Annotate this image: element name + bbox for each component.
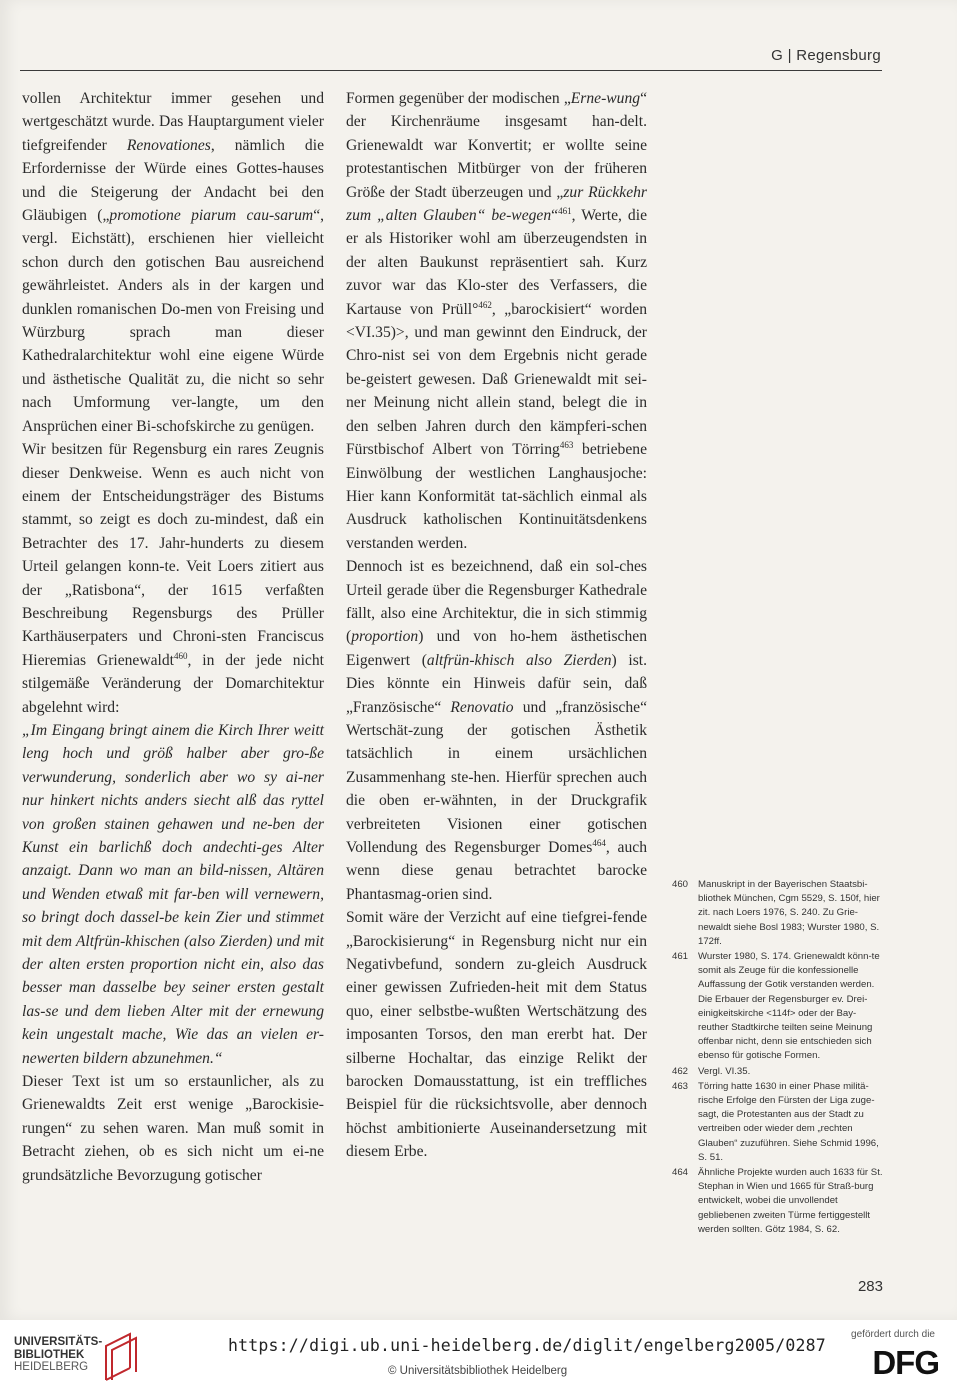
text-run: Dennoch ist es bezeichnend, daß ein sol-ches Urteil gerade über die Regensburger Kathedrale fällt, also eine Architektur, die in sich stimmig ( [346, 558, 647, 646]
text-run: , auch wenn diese genau betrachtet barocke Phantasmag-orien sind. [346, 839, 647, 903]
dfg-logo[interactable]: DFG [872, 1344, 939, 1381]
text-run: “ der Kirchenräume insgesamt han-delt. Grienewaldt war Konvertit; er wollte seine protestantischen Mitbürger von der früheren Größe der Stadt überzeugen und „ [346, 90, 647, 201]
viewer-footer [0, 1320, 957, 1390]
text-run: ) ist. Dies könnte ein Hinweis dafür sein, daß „Französische“ [346, 651, 647, 716]
italic-text: proportion [351, 628, 419, 646]
italic-text: Renovatio [450, 698, 514, 716]
header-rule [20, 70, 882, 71]
footnote-ref: 464 [592, 838, 606, 848]
italic-text: Erne-wung [570, 90, 641, 107]
footnote [672, 950, 884, 1064]
paragraph [22, 719, 324, 1070]
text-run: , „barockisiert“ worden <VI.35)>, und man gewinnt den Eindruck, der Chro-nist sei von dem Ergebnis nicht gerade be-geistert gewesen. Daß Grienewaldt mit sei-ner Meinung nicht allein stand, belegt die in den selben Jahren durch den kämpferi-schen Fürstbischof Albert von Törring [346, 300, 647, 459]
text-run: Somit wäre der Verzicht auf eine tiefgrei-fende „Barockisierung“ in Regensburg nicht nur ein Negativbefund, sondern zu-gleich Ausdruck einer gewissen Zufrieden-heit mit dem Status quo, einer selbstbe-wußten Wertschätzung des imposanten Torsos, den man ererbt hat. Der silberne Hochaltar, das einzige Relikt der barocken Domausstattung, ist ein treffliches Beispiel für die rücksichtsvolle, aber dennoch höchst ambitionierte Auseinandersetzung mit diesem Erbe. [346, 909, 647, 1161]
footnote [672, 1065, 884, 1079]
footnote-number: 461 [672, 951, 689, 963]
left-text-column [22, 87, 324, 1187]
paragraph [346, 906, 647, 1163]
footnote-text: Wurster 1980, S. 174. Grienewaldt könn-te somit als Zeuge für die konfessionelle Auffassung der Gotik verstanden werden. Die Erbauer der Regensburger ev. Drei-einigkeitskirche <114f> oder der Bay-reuther Stadtkirche teilten seine Meinung offenbar nicht, denn sie entschieden sich ebenso für gotische Formen. [698, 951, 880, 1062]
text-run: und „französische“ Wertschät-zung der gotischen Ästhetik tatsächlich in einem ursächlichen Zusammenhang ste-hen. Hierfür sprechen auch die oben er-wähnten, in der Druckgrafik verbreiteten Visionen einer gotischen Vollendung des Regensburger Domes [346, 698, 647, 856]
text-run: “, vergl. Eichstätt), erschienen hier vielleicht schon durch den gotischen Bau ausreichend gewährleistet. Anders als in der kargen und dunklen romanischen Do-men von Freising und Würzburg sprach man dieser Kathedralarchitektur wohl eine eigene Würde und ästhetische Qualität zu, die nicht so sehr nach Umformung ver-langte, um den Ansprüchen einer Bi-schofskirche zu genügen. [22, 207, 325, 435]
footnote-number: 464 [672, 1167, 689, 1179]
library-name-line3: HEIDELBERG [14, 1361, 89, 1373]
middle-text-column [346, 87, 647, 1164]
italic-text: Renovationes [126, 136, 211, 154]
text-run: , nämlich die Erfordernisse der Würde eines Gottes-hauses und die Steigerung der Andacht bei den Gläubigen („ [22, 136, 324, 225]
paragraph [346, 555, 647, 906]
footnote [672, 1080, 884, 1165]
footnote-ref: 463 [559, 440, 574, 451]
paragraph [346, 87, 647, 555]
text-run: betriebene Einwölbung der westlichen Langhausjoche: Hier kann Konformität tat-sächlich einmal als Ausdruck katholischen Kontinuitätsdenkens verstanden werden. [346, 441, 647, 552]
footnote-ref: 461 [558, 206, 572, 217]
footnote-number: 463 [672, 1080, 689, 1092]
text-run: “ [551, 207, 559, 225]
text-run: vollen Architektur immer gesehen und wertgeschätzt wurde. Das Hauptargument vieler tiefgreifender [22, 90, 324, 154]
library-mark-icon [100, 1332, 140, 1382]
footnote-text: Manuskript in der Bayerischen Staatsbi-bliothek München, Cgm 5529, S. 150f, hier zit. nach Loers 1976, S. 240. Zu Grie-newaldt siehe Bosl 1983; Wurster 1980, S. 172ff. [698, 879, 880, 947]
text-run: , Werte, die er als Historiker wohl am überzeugendsten in der alten Baukunst repräsentiert sah. Kurz zuvor war das Klo-ster des Verfassers, die Kartause von Prüll° [346, 207, 647, 318]
italic-text: zur Rückkehr zum „alten Glauben“ be-wegen [346, 183, 647, 225]
footnote-text: Törring hatte 1630 in einer Phase militä-rische Erfolge den Fürsten der Liga zuge-sagt, die Protestanten aus der Stadt zu vertreiben oder wieder dem „rechten Glauben“ zuzuführen. Siehe Schmid 1996, S. 51. [698, 1080, 879, 1163]
footnote-number: 460 [672, 879, 689, 890]
footnote-number: 462 [672, 1065, 689, 1077]
footnote-text: Ähnliche Projekte wurden auch 1633 für St. Stephan in Wien und 1665 für Straß-burg entwickelt, wobei die unvollendet gebliebenen zweiten Türme fertiggestellt werden sollten. Götz 1984, S. 62. [698, 1167, 883, 1235]
footnote-text: Vergl. VI.35. [698, 1065, 751, 1077]
copyright-notice: © Universitätsbibliothek Heidelberg [388, 1365, 568, 1377]
footnotes [672, 878, 884, 1238]
funding-note: gefördert durch die [851, 1329, 935, 1340]
library-logo[interactable] [14, 1336, 134, 1380]
text-run: , in der jede nicht stilgemäße Veränderung der Domarchitektur abgelehnt wird: [22, 651, 324, 716]
paragraph [22, 438, 324, 719]
text-run: Dieser Text ist um so erstaunlicher, als zu Grienewaldts Zeit erst wenige „Barockisie-rungen“ zu sehen waren. Man muß somit in Betracht ziehen, ob es sich nicht um ei-ne grundsätzliche Bevorzugung gotischer [22, 1073, 324, 1184]
running-head: G | Regensburg [771, 47, 881, 64]
italic-text: promotione piarum cau-sarum [109, 207, 314, 225]
italic-text: „Im Eingang bringt ainem die Kirch Ihrer weitt leng hoch und größ halber aber gro-ße verwunderung, sonderlich aber wo sy ai-ner nur hinkert nichts anders siecht alß das ryttel von großen stainen gehawen und ne-ben der Kunst ein barlichß doch andechti-ges Alter anzaigt. Dann wo man an bild-nissen, Altären und Wenden etwaß mit far-ben will vernewern, so bringt doch dassel-be kein Zier und stimmet mit dem Altfrün-khischen (also Zierden) und mit der alten ersten proportion nicht ein, also das besser man dasselbe bey seiner ersten gestalt las-se und dem lieben Alter mit der ernewung kein ungestalt mache, Wie das an vielen er-newerten bildern abzunehmen.“ [22, 721, 324, 1067]
text-run: Formen gegenüber der modischen „ [346, 90, 571, 107]
text-run: ) und von ho-hem ästhetischen Eigenwert ( [346, 628, 647, 669]
permalink-url[interactable]: https://digi.ub.uni-heidelberg.de/diglit/engelberg2005/0287 [228, 1336, 826, 1355]
footnote [672, 1166, 884, 1237]
library-name-line1: UNIVERSITÄTS- [14, 1336, 103, 1348]
text-run: Wir besitzen für Regensburg ein rares Zeugnis dieser Denkweise. Wenn es auch nicht von einem der Entscheidungsträger des Bistums stammt, so zeigt es doch zu-mindest, daß ein Betrachter des 17. Jahr-hunderts zu diesem Urteil gelangen konn-te. Veit Loers zitiert aus der „Ratisbona“, der 1615 verfaßten Beschreibung Regensburgs des Prüller Karthäuserpaters und Chroni-sten Franciscus Hieremias Grienewaldt [22, 441, 324, 669]
footnote-ref: 460 [174, 650, 188, 661]
paragraph [22, 1070, 324, 1187]
footnote-ref: 462 [478, 299, 492, 310]
library-name-line2: BIBLIOTHEK [14, 1348, 85, 1361]
italic-text: altfrün-khisch also Zierden [426, 651, 612, 669]
paragraph [22, 87, 324, 438]
page-number: 283 [857, 1278, 883, 1295]
footnote [672, 878, 884, 949]
